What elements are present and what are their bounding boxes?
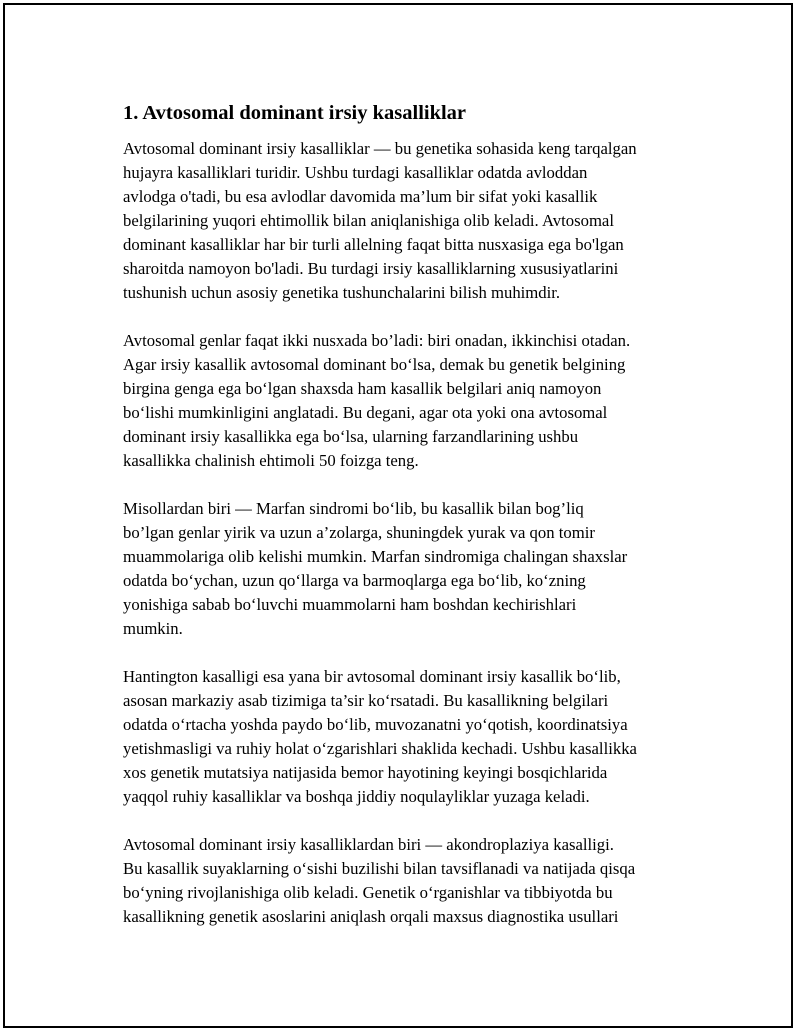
paragraph-intro: Avtosomal dominant irsiy kasalliklar — bu genetika sohasida keng tarqalgan hujayra kasalliklari turidir. Ushbu turdagi kasalliklar odatda avloddan avlodga o'tadi, bu esa avlodlar davomida ma’lum bir sifat yoki kasallik belgilarining yuqori ehtimollik bilan aniqlanishiga olib keladi. Avtosomal dominant kasalliklar har bir turli allelning faqat bitta nusxasiga ega bo'lgan sharoitda namoyon bo'ladi. Bu turdagi irsiy kasalliklarning xususiyatlarini tushunish uchun asosiy genetika tushunchalarini bilish muhimdir. <box>123 139 637 302</box>
section-heading: 1. Avtosomal dominant irsiy kasalliklar <box>123 102 467 124</box>
document-body <box>123 101 703 953</box>
paragraph-achondroplasia: Avtosomal dominant irsiy kasalliklardan biri — akondroplaziya kasalligi. Bu kasallik suyaklarning o‘sishi buzilishi bilan tavsiflanadi va natijada qisqa bo‘yning rivojlanishiga olib keladi. Genetik o‘rganishlar va tibbiyotda bu kasallikning genetik asoslarini aniqlash orqali maxsus diagnostika usullari <box>123 835 636 926</box>
paragraph-marfan-syndrome: Misollardan biri — Marfan sindromi bo‘lib, bu kasallik bilan bog’liq bo’lgan genlar yirik va uzun a’zolarga, shuningdek yurak va qon tomir muammolariga olib kelishi mumkin. Marfan sindromiga chalingan shaxslar odatda bo‘ychan, uzun qo‘llarga va barmoqlarga ega bo‘lib, ko‘zning yonishiga sabab bo‘luvchi muammolarni ham boshdan kechirishlari mumkin. <box>123 499 628 638</box>
page-frame <box>3 3 793 1028</box>
paragraph-huntington-disease: Hantington kasalligi esa yana bir avtosomal dominant irsiy kasallik bo‘lib, asosan markaziy asab tizimiga ta’sir ko‘rsatadi. Bu kasallikning belgilari odatda o‘rtacha yoshda paydo bo‘lib, muvozanatni yo‘qotish, koordinatsiya yetishmasligi va ruhiy holat o‘zgarishlari shaklida kechadi. Ushbu kasallikka xos genetik mutatsiya natijasida bemor hayotining keyingi bosqichlarida yaqqol ruhiy kasalliklar va boshqa jiddiy noqulayliklar yuzaga keladi. <box>123 667 637 806</box>
paragraph-autosomal-genes: Avtosomal genlar faqat ikki nusxada bo’ladi: biri onadan, ikkinchisi otadan. Agar irsiy kasallik avtosomal dominant bo‘lsa, demak bu genetik belgining birgina genga ega bo‘lgan shaxsda ham kasallik belgilari aniq namoyon bo‘lishi mumkinligini anglatadi. Bu degani, agar ota yoki ona avtosomal dominant irsiy kasallikka ega bo‘lsa, ularning farzandlarining ushbu kasallikka chalinish ehtimoli 50 foizga teng. <box>123 331 631 470</box>
